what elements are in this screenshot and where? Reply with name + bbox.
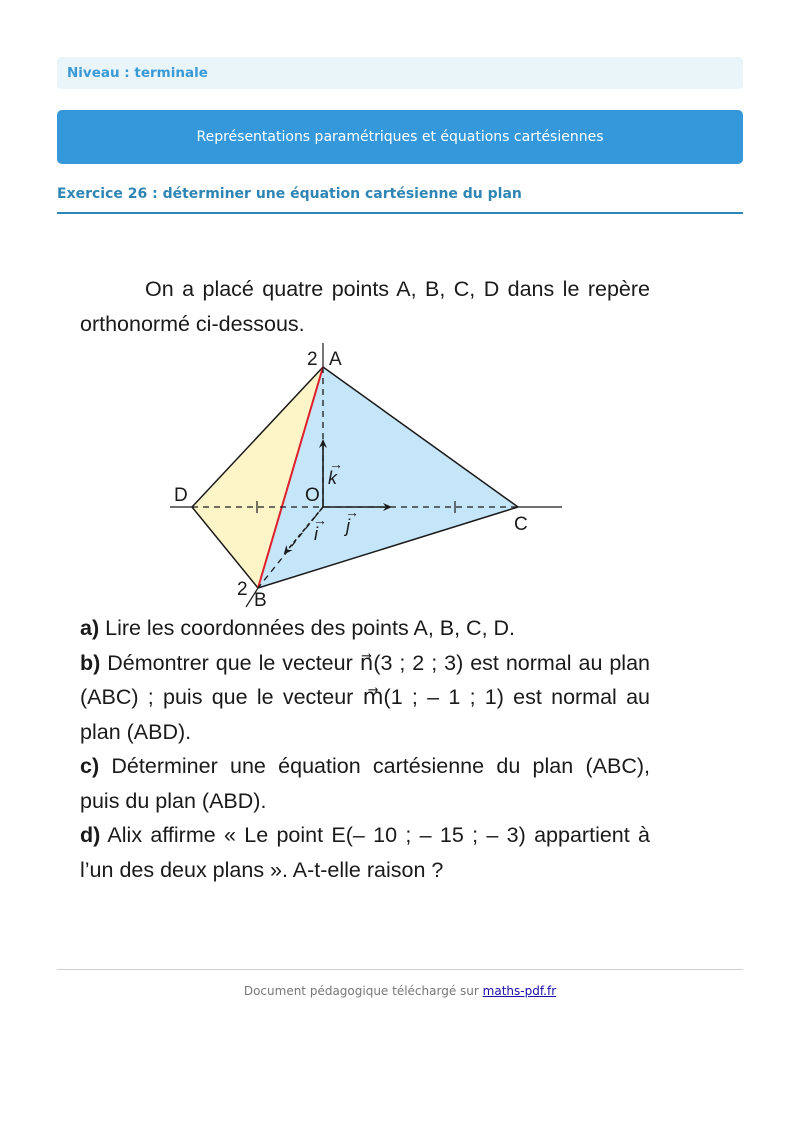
- footer-divider: [57, 969, 743, 970]
- label-two-z: 2: [307, 349, 318, 370]
- footer-text: Document pédagogique téléchargé sur: [243, 984, 479, 998]
- questions-list: [80, 611, 650, 887]
- label-two-x: 2: [237, 579, 248, 600]
- footer: [57, 984, 743, 998]
- question-a: a) Lire les coordonnées des points A, B, C, D.: [80, 616, 516, 640]
- label-i: i: [314, 524, 318, 544]
- svg-text:→: →: [345, 504, 359, 520]
- chapter-title-bar: [57, 110, 743, 164]
- svg-text:→: →: [329, 456, 343, 472]
- label-c: C: [514, 514, 528, 535]
- label-o: O: [305, 485, 320, 506]
- exercise-content: [80, 272, 650, 887]
- level-banner: [57, 57, 743, 89]
- exercise-intro: On a placé quatre points A, B, C, D dans le repère orthonormé ci-dessous.: [80, 277, 650, 336]
- question-b: b) Démontrer que le vecteur n⃗(3 ; 2 ; 3) est normal au plan (ABC) ; puis que le vecteur m⃗(1 ; – 1 ; 1) est normal au plan (ABD).: [80, 650, 650, 744]
- exercise-title: Exercice 26 : déterminer une équation cartésienne du plan: [57, 186, 743, 214]
- footer-link[interactable]: maths-pdf.fr: [482, 984, 557, 998]
- tetrahedron-figure: [165, 341, 565, 611]
- chapter-title: Représentations paramétriques et équations cartésiennes: [196, 129, 604, 145]
- label-b: B: [254, 590, 267, 611]
- label-a: A: [329, 349, 342, 370]
- level-label: Niveau : terminale: [67, 65, 208, 81]
- svg-text:→: →: [313, 512, 327, 528]
- label-k: k: [328, 468, 337, 488]
- label-d: D: [174, 485, 188, 506]
- question-c: c) Déterminer une équation cartésienne du plan (ABC), puis du plan (ABD).: [80, 754, 650, 813]
- question-d: d) Alix affirme « Le point E(– 10 ; – 15 ; – 3) appartient à l’un des deux plans ». A-t-elle raison ?: [80, 823, 650, 882]
- label-j: j: [346, 516, 350, 536]
